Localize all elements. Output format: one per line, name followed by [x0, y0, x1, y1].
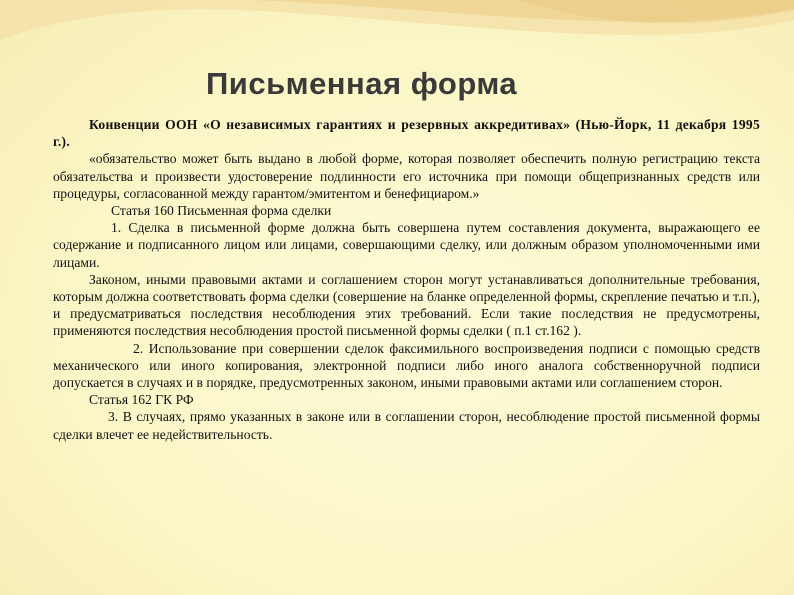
slide-title: Письменная форма: [206, 66, 518, 101]
convention-heading: Конвенции ООН «О независимых гарантиях и резервных аккредитивах» (Нью-Йорк, 11 декабря 1995 г.).: [53, 117, 760, 150]
article-160-point-2: 2. Использование при совершении сделок факсимильного воспроизведения подписи с помощью средств механического или иного копирования, электронной подписи либо иного аналога собственноручной подписи допускается в случаях и в порядке, предусмотренных законом, иными правовыми актами или соглашением сторон.: [53, 340, 760, 391]
convention-quote: «обязательство может быть выдано в любой форме, которая позволяет обеспечить полную регистрацию текста обязательства и произвести удостоверение подлинности его источника при помощи общепризнанных средств или процедуры, согласованной между гарантом/эмитентом и бенефициаром.»: [53, 151, 760, 201]
article-162-point-3: 3. В случаях, прямо указанных в законе или в соглашении сторон, несоблюдение простой письменной формы сделки влечет ее недействительность.: [53, 409, 760, 442]
article-160-additional-requirements: Законом, иными правовыми актами и соглашением сторон могут устанавливаться дополнительные требования, которым должна соответствовать форма сделки (совершение на бланке определенной формы, скрепление печатью и т.п.), и предусматриваться последствия несоблюдения этих требований. Если такие последствия не предусмотрены, применяются последствия несоблюдения простой письменной формы сделки ( п.1 ст.162 ).: [53, 271, 760, 339]
article-160-point-1: 1. Сделка в письменной форме должна быть совершена путем составления документа, выражающего ее содержание и подписанного лицом или лицами, совершающими сделку, или должным образом уполномоченными ими лицами.: [53, 220, 760, 270]
slide-body: [53, 116, 760, 443]
article-160-heading: Статья 160 Письменная форма сделки: [111, 203, 332, 219]
article-162-heading: Статья 162 ГК РФ: [89, 392, 194, 408]
